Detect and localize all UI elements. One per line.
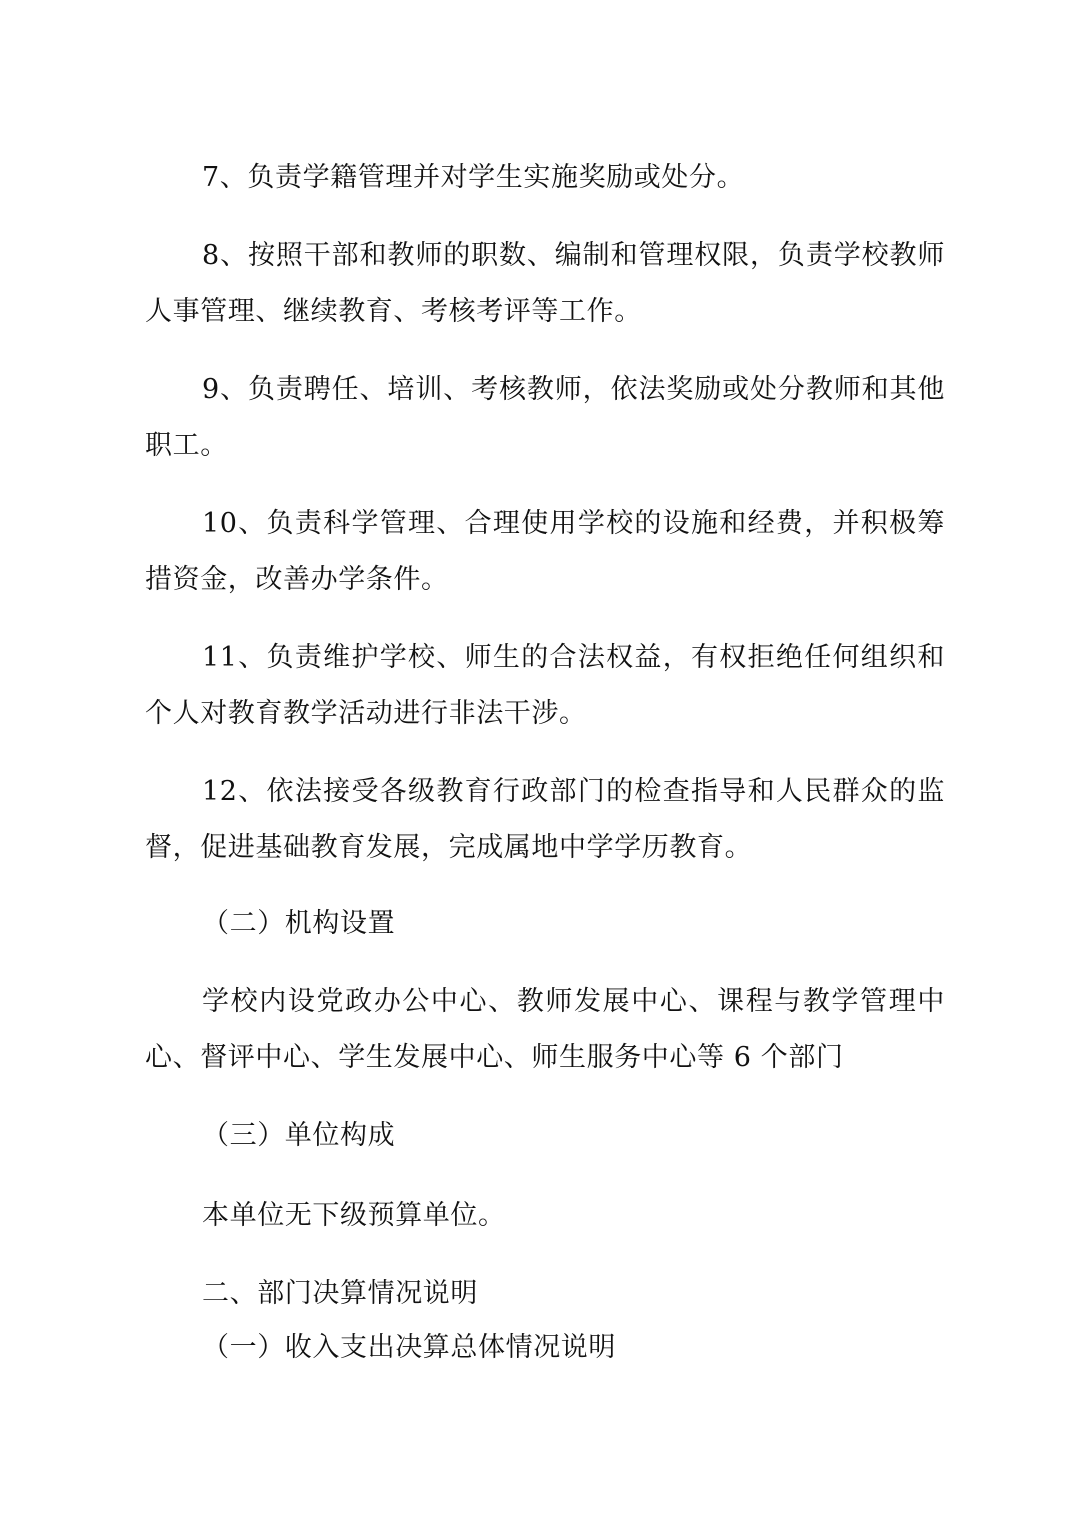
paragraph-item-7: 7、负责学籍管理并对学生实施奖励或处分。 — [202, 162, 745, 193]
section-heading-final-accounts: 二、部门决算情况说明 — [202, 1278, 478, 1309]
paragraph-item-12: 12、依法接受各级教育行政部门的检查指导和人民群众的监督，促进基础教育发展，完成属地中学学历教育。 — [145, 776, 945, 863]
section-heading-unit-composition: （三）单位构成 — [202, 1120, 396, 1151]
paragraph-departments: 学校内设党政办公中心、教师发展中心、课程与教学管理中心、督评中心、学生发展中心、师生服务中心等 6 个部门 — [145, 986, 945, 1073]
paragraph-item-8: 8、按照干部和教师的职数、编制和管理权限，负责学校教师人事管理、继续教育、考核考评等工作。 — [145, 240, 945, 327]
paragraph-item-10: 10、负责科学管理、合理使用学校的设施和经费，并积极筹措资金，改善办学条件。 — [145, 508, 945, 595]
paragraph-no-subordinate-units: 本单位无下级预算单位。 — [202, 1200, 506, 1231]
section-heading-org-setup: （二）机构设置 — [202, 908, 396, 939]
section-heading-income-expense-summary: （一）收入支出决算总体情况说明 — [202, 1332, 616, 1363]
paragraph-item-9: 9、负责聘任、培训、考核教师，依法奖励或处分教师和其他职工。 — [145, 374, 945, 461]
paragraph-item-11: 11、负责维护学校、师生的合法权益，有权拒绝任何组织和个人对教育教学活动进行非法干涉。 — [145, 642, 945, 729]
